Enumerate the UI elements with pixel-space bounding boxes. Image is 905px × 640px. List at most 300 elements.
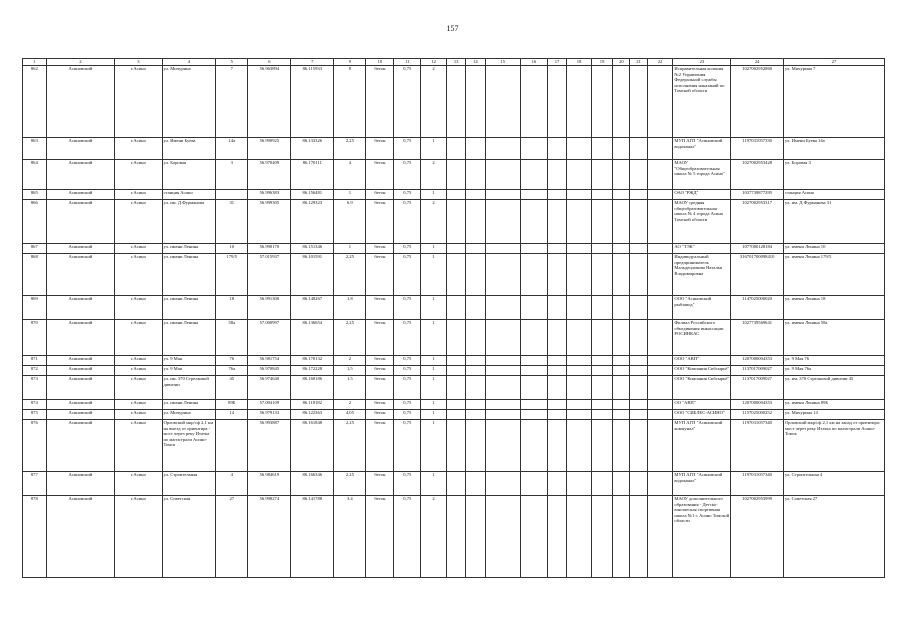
registry-table-container <box>22 58 885 578</box>
table-cell <box>446 138 465 160</box>
table-cell: 4,05 <box>334 410 366 420</box>
table-cell <box>567 420 592 472</box>
table-cell: 865 <box>23 190 47 200</box>
table-cell <box>521 320 548 356</box>
table-cell: ул. им. 370 Стрелковой дивизии <box>162 376 216 400</box>
table-cell: Асиновский <box>46 366 115 376</box>
table-cell: Асиновский <box>46 356 115 366</box>
table-cell: 0,75 <box>394 366 421 376</box>
column-header: 5 <box>216 59 248 66</box>
table-cell <box>521 410 548 420</box>
table-cell <box>521 160 548 190</box>
table-cell: 0,75 <box>394 320 421 356</box>
table-cell: 86.141788 <box>291 496 334 578</box>
table-cell: 0,75 <box>394 244 421 254</box>
column-header: 18 <box>567 59 592 66</box>
table-cell: 2,25 <box>334 254 366 296</box>
table-cell: 0,75 <box>394 420 421 472</box>
table-cell: Асиновский <box>46 376 115 400</box>
table-cell <box>567 496 592 578</box>
table-cell <box>485 296 520 320</box>
table-cell <box>466 254 485 296</box>
table-cell: 4 <box>334 160 366 190</box>
table-cell <box>613 472 630 496</box>
table-cell: бетон <box>366 244 394 254</box>
table-cell: ул. имени Ленина 10 <box>783 244 884 254</box>
table-cell: 875 <box>23 410 47 420</box>
table-cell: 86.129323 <box>291 200 334 244</box>
table-cell <box>547 410 566 420</box>
table-cell: 56.996383 <box>248 190 291 200</box>
table-cell <box>466 366 485 376</box>
table-cell: ул. имени Ленина <box>162 400 216 410</box>
table-cell: 1027002953999 <box>731 496 784 578</box>
table-row <box>23 366 885 376</box>
table-cell <box>630 420 647 472</box>
table-cell <box>630 400 647 410</box>
table-cell <box>630 138 647 160</box>
table-cell <box>567 296 592 320</box>
table-cell: ул. 9 Мая 76 <box>783 356 884 366</box>
table-cell <box>485 320 520 356</box>
table-cell: станция Асино <box>783 190 884 200</box>
table-cell <box>647 320 673 356</box>
table-cell: 1137017009027 <box>731 376 784 400</box>
table-cell <box>466 420 485 472</box>
table-cell <box>547 296 566 320</box>
table-cell <box>446 244 465 254</box>
table-cell: ул. Боровая 3 <box>783 160 884 190</box>
table-cell: 1 <box>421 356 447 366</box>
table-cell <box>613 190 630 200</box>
table-cell: 56.970409 <box>248 160 291 190</box>
table-cell: 1 <box>421 190 447 200</box>
table-cell: бетон <box>366 420 394 472</box>
table-cell: 86.118182 <box>291 400 334 410</box>
table-cell: бетон <box>366 366 394 376</box>
table-cell: бетон <box>366 254 394 296</box>
table-cell <box>630 472 647 496</box>
table-cell <box>485 138 520 160</box>
table-row <box>23 296 885 320</box>
table-cell: 1 <box>421 420 447 472</box>
table-cell: 1027002953317 <box>731 200 784 244</box>
table-cell <box>630 356 647 366</box>
table-cell: г.Асино <box>115 410 162 420</box>
table-cell: ул. им. Д.Фурманова 31 <box>783 200 884 244</box>
table-cell <box>466 496 485 578</box>
table-cell <box>547 420 566 472</box>
table-cell <box>521 138 548 160</box>
table-cell <box>547 138 566 160</box>
table-row <box>23 356 885 366</box>
table-row <box>23 376 885 400</box>
table-cell: 1027002953428 <box>731 160 784 190</box>
table-cell <box>591 244 612 254</box>
table-cell: ул. им. 370 Стрелковой дивизии 45 <box>783 376 884 400</box>
table-cell: Асиновский <box>46 472 115 496</box>
table-cell: 872 <box>23 366 47 376</box>
table-cell: 56.974640 <box>248 376 291 400</box>
table-cell: 867 <box>23 244 47 254</box>
table-cell <box>547 200 566 244</box>
table-cell: Орловский мкр/сф 2,1 км на выезд от ориентира - мост через реку Итатка по магистрали Асино-Томск <box>162 420 216 472</box>
table-cell: Асиновский <box>46 244 115 254</box>
table-cell: г.Асино <box>115 420 162 472</box>
table-cell <box>567 200 592 244</box>
table-cell <box>485 410 520 420</box>
table-cell: ул. 9 Мая <box>162 356 216 366</box>
table-cell <box>485 160 520 190</box>
table-cell: 1 <box>421 400 447 410</box>
table-cell: 0,75 <box>394 496 421 578</box>
table-cell: 0,75 <box>394 376 421 400</box>
table-cell: 0,75 <box>394 200 421 244</box>
table-cell: ул. Мичурина <box>162 410 216 420</box>
table-row <box>23 244 885 254</box>
table-cell <box>591 410 612 420</box>
table-row <box>23 410 885 420</box>
table-cell <box>547 160 566 190</box>
table-cell <box>485 366 520 376</box>
table-cell <box>521 254 548 296</box>
table-cell <box>647 400 673 410</box>
table-cell: г.Асино <box>115 244 162 254</box>
table-cell <box>613 356 630 366</box>
table-cell <box>567 410 592 420</box>
table-cell <box>521 66 548 138</box>
table-cell: Исправительная колония №2 Управления Федеральной службы исполнения наказаний по Томской области <box>673 66 731 138</box>
table-row <box>23 190 885 200</box>
table-cell: 76а <box>216 366 248 376</box>
table-cell: 1,5 <box>334 366 366 376</box>
table-cell: бетон <box>366 138 394 160</box>
table-cell: 0,75 <box>394 356 421 366</box>
table-cell: 1 <box>334 190 366 200</box>
table-cell <box>591 420 612 472</box>
table-cell: 27 <box>216 496 248 578</box>
table-cell <box>613 296 630 320</box>
table-cell <box>591 254 612 296</box>
table-cell: 2,25 <box>334 320 366 356</box>
column-header: 13 <box>446 59 465 66</box>
table-cell: МУП АГП "Асиновский водоканал" <box>673 472 731 496</box>
table-cell: ООО "СИБЛЕС-АСИНО" <box>673 410 731 420</box>
table-cell: 179/5 <box>216 254 248 296</box>
table-cell <box>547 254 566 296</box>
table-cell: г.Асино <box>115 254 162 296</box>
table-row <box>23 496 885 578</box>
table-cell <box>567 376 592 400</box>
table-cell: г.Асино <box>115 320 162 356</box>
column-header: 11 <box>394 59 421 66</box>
column-header: 15 <box>485 59 520 66</box>
table-cell <box>446 356 465 366</box>
table-cell <box>466 200 485 244</box>
table-cell: 1 <box>421 296 447 320</box>
table-cell <box>521 296 548 320</box>
table-cell: 0,75 <box>394 190 421 200</box>
header-row <box>23 59 885 66</box>
table-cell <box>547 320 566 356</box>
table-cell: МАОУ дополнительного образования - Детско-юношеская спортивная школа №1 г. Асино Томской области <box>673 496 731 578</box>
table-cell <box>567 472 592 496</box>
table-cell <box>647 410 673 420</box>
table-cell <box>591 66 612 138</box>
table-cell <box>591 472 612 496</box>
table-cell <box>466 376 485 400</box>
table-row <box>23 200 885 244</box>
table-cell: 1 <box>421 376 447 400</box>
table-cell <box>216 190 248 200</box>
table-cell <box>630 296 647 320</box>
table-cell: 1157025000252 <box>731 410 784 420</box>
table-cell <box>485 244 520 254</box>
table-cell: 1 <box>421 366 447 376</box>
table-cell: 86.172228 <box>291 366 334 376</box>
table-row <box>23 160 885 190</box>
table-cell: 1147025000020 <box>731 296 784 320</box>
table-cell: ул. Мичурина <box>162 66 216 138</box>
table-cell <box>630 366 647 376</box>
column-header: 3 <box>115 59 162 66</box>
table-cell: 86.170111 <box>291 160 334 190</box>
table-cell <box>613 376 630 400</box>
column-header: 16 <box>521 59 548 66</box>
table-cell: 86.136654 <box>291 320 334 356</box>
table-cell: 2,25 <box>334 138 366 160</box>
table-cell: ОАО "РЖД" <box>673 190 731 200</box>
table-cell <box>630 200 647 244</box>
table-cell <box>591 200 612 244</box>
table-cell: 874 <box>23 400 47 410</box>
table-cell: г.Асино <box>115 400 162 410</box>
table-cell: бетон <box>366 160 394 190</box>
table-cell: МАОУ средняя общеобразовательная школа № 4 города Асино Томской области <box>673 200 731 244</box>
table-cell <box>446 366 465 376</box>
table-cell: г.Асино <box>115 138 162 160</box>
table-cell <box>446 200 465 244</box>
table-cell: бетон <box>366 356 394 366</box>
table-cell: 56.993887 <box>248 420 291 472</box>
table-cell <box>446 320 465 356</box>
table-cell: 2.25 <box>334 472 366 496</box>
table-row <box>23 138 885 160</box>
table-cell <box>446 190 465 200</box>
table-cell: г.Асино <box>115 472 162 496</box>
table-cell: Асиновский <box>46 410 115 420</box>
table-cell: 14 <box>216 410 248 420</box>
table-cell <box>567 160 592 190</box>
table-header <box>23 59 885 66</box>
table-cell: Орловский мкр/сф 2,1 км на запад от ориентира: мост через реку Итатка по магистрали Асино-Томск <box>783 420 884 472</box>
table-cell: 1077000128184 <box>731 244 784 254</box>
table-cell <box>446 496 465 578</box>
table-cell <box>613 366 630 376</box>
table-cell: ООО "Компания Сибсырьё" <box>673 366 731 376</box>
table-cell: 1 <box>421 320 447 356</box>
table-cell: г.Асино <box>115 190 162 200</box>
table-cell: ул. имени Ленина <box>162 320 216 356</box>
table-cell: Асиновский <box>46 320 115 356</box>
table-cell <box>613 254 630 296</box>
table-row <box>23 420 885 472</box>
table-cell: 2,25 <box>334 420 366 472</box>
table-cell <box>591 160 612 190</box>
table-cell: ООО "Асиновский рыбзавод" <box>673 296 731 320</box>
table-cell <box>485 254 520 296</box>
table-cell <box>567 356 592 366</box>
registry-table <box>22 58 885 578</box>
table-cell: 56.999305 <box>248 200 291 244</box>
table-cell: бетон <box>366 190 394 200</box>
table-cell <box>630 496 647 578</box>
table-cell <box>547 400 566 410</box>
table-cell: ул. Советская <box>162 496 216 578</box>
table-cell: МУП АГП "Асиновский водоканал" <box>673 138 731 160</box>
table-cell: 3.4 <box>334 496 366 578</box>
table-cell: АО "ТЭК" <box>673 244 731 254</box>
table-cell <box>591 376 612 400</box>
table-cell <box>521 200 548 244</box>
table-cell: г.Асино <box>115 200 162 244</box>
table-cell <box>466 296 485 320</box>
table-cell: 56.963894 <box>248 66 291 138</box>
table-cell <box>547 356 566 366</box>
table-cell: 0,75 <box>394 472 421 496</box>
table-cell: 1207000004353 <box>731 400 784 410</box>
column-header: 14 <box>466 59 485 66</box>
table-cell: 56.979133 <box>248 410 291 420</box>
table-cell: 862 <box>23 66 47 138</box>
table-cell: г.Асино <box>115 496 162 578</box>
table-cell: 0,75 <box>394 410 421 420</box>
table-cell <box>613 200 630 244</box>
table-cell: 86.161848 <box>291 420 334 472</box>
column-header: 23 <box>673 59 731 66</box>
table-cell <box>547 496 566 578</box>
table-cell: 86.170132 <box>291 356 334 366</box>
table-cell <box>485 496 520 578</box>
table-cell: 1.5 <box>334 376 366 400</box>
table-cell: Асиновский <box>46 496 115 578</box>
column-header: 22 <box>647 59 673 66</box>
table-cell <box>591 320 612 356</box>
table-cell <box>647 420 673 472</box>
table-cell <box>521 190 548 200</box>
table-cell: 0,75 <box>394 66 421 138</box>
table-cell: 0,75 <box>394 160 421 190</box>
table-cell <box>613 420 630 472</box>
column-header: 24 <box>731 59 784 66</box>
page-number: 157 <box>446 24 459 33</box>
table-cell: 2 <box>421 496 447 578</box>
column-header: 7 <box>291 59 334 66</box>
table-cell <box>466 410 485 420</box>
table-cell: 57.004109 <box>248 400 291 410</box>
table-cell <box>567 138 592 160</box>
table-cell <box>591 190 612 200</box>
table-cell: 86.151346 <box>291 244 334 254</box>
table-cell: г.Асино <box>115 296 162 320</box>
table-cell: бетон <box>366 400 394 410</box>
column-header: 20 <box>613 59 630 66</box>
table-cell: 1 <box>421 244 447 254</box>
table-cell <box>485 190 520 200</box>
table-cell <box>647 190 673 200</box>
table-cell <box>647 138 673 160</box>
table-cell: 1197031057330 <box>731 138 784 160</box>
table-cell <box>630 160 647 190</box>
table-cell <box>613 496 630 578</box>
table-cell <box>647 66 673 138</box>
table-cell: 8 <box>334 66 366 138</box>
table-cell: ул. Мичурина 14 <box>783 410 884 420</box>
table-cell <box>466 190 485 200</box>
table-cell: 56.981754 <box>248 356 291 366</box>
table-cell <box>647 160 673 190</box>
table-cell: 870 <box>23 320 47 356</box>
column-header: 1 <box>23 59 47 66</box>
table-cell <box>613 66 630 138</box>
table-row <box>23 66 885 138</box>
table-cell <box>591 366 612 376</box>
table-cell: 871 <box>23 356 47 366</box>
table-cell: 316701700098410 <box>731 254 784 296</box>
table-cell: Асиновский <box>46 66 115 138</box>
table-cell: 56.990170 <box>248 244 291 254</box>
column-header: 6 <box>248 59 291 66</box>
table-cell <box>647 496 673 578</box>
table-cell: 56.970845 <box>248 366 291 376</box>
table-cell: 86.168186 <box>291 376 334 400</box>
table-cell: 56.998274 <box>248 496 291 578</box>
table-cell: 1.8 <box>334 296 366 320</box>
table-cell: МУП АГП "Асиновский коммунал" <box>673 420 731 472</box>
table-cell <box>547 66 566 138</box>
table-cell: ул. имени Ленина 18 <box>783 296 884 320</box>
column-header: 9 <box>334 59 366 66</box>
table-cell: бетон <box>366 496 394 578</box>
table-body <box>23 66 885 578</box>
table-cell: 863 <box>23 138 47 160</box>
table-cell: бетон <box>366 472 394 496</box>
table-cell <box>521 376 548 400</box>
table-cell: 1197031057340 <box>731 420 784 472</box>
table-cell: ул. Мичурина 7 <box>783 66 884 138</box>
table-cell: 877 <box>23 472 47 496</box>
table-cell <box>613 410 630 420</box>
table-cell: 2 <box>334 356 366 366</box>
table-cell <box>521 356 548 366</box>
table-cell <box>485 400 520 410</box>
table-cell: 31 <box>216 200 248 244</box>
table-cell: ул. 9 Мая <box>162 366 216 376</box>
table-cell: бетон <box>366 200 394 244</box>
table-cell: Асиновский <box>46 160 115 190</box>
table-cell <box>591 356 612 366</box>
table-cell <box>466 244 485 254</box>
table-cell: 57.000997 <box>248 320 291 356</box>
column-header: 4 <box>162 59 216 66</box>
table-cell: г.Асино <box>115 66 162 138</box>
table-cell: бетон <box>366 410 394 420</box>
table-cell <box>630 66 647 138</box>
table-cell: ул. 9 Мая 76а <box>783 366 884 376</box>
column-header: 27 <box>783 59 884 66</box>
table-cell: Асиновский <box>46 296 115 320</box>
table-cell: 0,75 <box>394 138 421 160</box>
